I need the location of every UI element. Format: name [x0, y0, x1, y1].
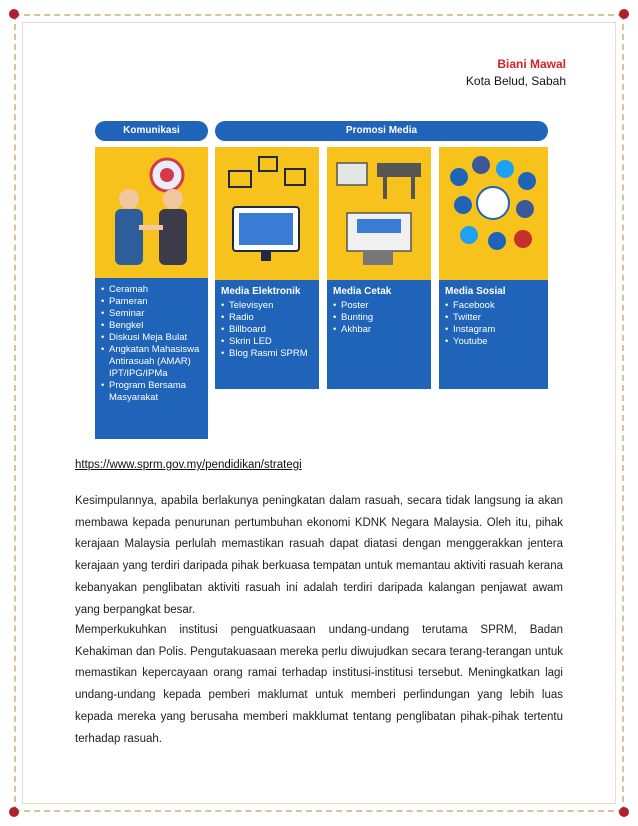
corner-ornament	[619, 807, 629, 817]
column-komunikasi	[95, 147, 208, 439]
social-media-icon	[439, 147, 548, 277]
column-title: Media Cetak	[333, 286, 392, 297]
column-title: Media Sosial	[445, 286, 506, 297]
list-item: • Instagram	[445, 324, 542, 336]
printer-icon	[327, 147, 431, 277]
list-item: • Facebook	[445, 300, 542, 312]
list-item: • Televisyen	[221, 300, 313, 312]
corner-ornament	[9, 807, 19, 817]
list-item: • Twitter	[445, 312, 542, 324]
corner-ornament	[9, 9, 19, 19]
list-item: • Program Bersama Masyarakat	[101, 380, 202, 404]
list-item: • Poster	[333, 300, 425, 312]
header-komunikasi: Komunikasi	[95, 121, 208, 141]
column-media-sosial	[439, 147, 548, 389]
author-name: Biani Mawal	[497, 57, 566, 71]
list-item: • Bunting	[333, 312, 425, 324]
list-item: • Skrin LED	[221, 336, 313, 348]
source-link[interactable]: https://www.sprm.gov.my/pendidikan/strategi	[75, 459, 302, 471]
paragraph-strengthen: Memperkukuhkan institusi penguatkuasaan undang-undang terutama SPRM, Badan Kehakiman dan Polis. Pengutakuasaan mereka perlu diwujudkan secara terang-terangan untuk memastikan kepercayaan orang ramai terhadap institusi-institusi tersebut. Meningkatkan lagi undang-undang kepada pemberi maklumat untuk memberi perlindungan yang lebih luas kepada mereka yang berusaha memberi makklumat tentang penglibatan pihak-pihak tertentu terhadap rasuah.	[75, 624, 563, 745]
list-item: • Blog Rasmi SPRM	[221, 348, 313, 360]
column-elektronik-list	[215, 280, 319, 389]
author-block	[466, 56, 566, 90]
paragraph-conclusion: Kesimpulannya, apabila berlakunya peningkatan dalam rasuah, secara tidak langsung ia akan membawa kepada penurunan pertumbuhan ekonomi KDNK Negara Malaysia. Oleh itu, pihak kerajaan Malaysia perlulah memastikan rasuah dapat diatasi dengan menggerakkan jentera kerajaan yang terdiri daripada pihak berkuasa tempatan untuk memantau aktiviti rasuah kerana kebanyakan penglibatan aktiviti rasuah ini adalah terdiri daripada kalangan penjawat awam yang berpangkat besar.	[75, 495, 563, 616]
list-item: • Youtube	[445, 336, 542, 348]
column-cetak-list	[327, 280, 431, 389]
column-media-elektronik	[215, 147, 319, 389]
list-item: • Diskusi Meja Bulat	[101, 332, 202, 344]
list-item: • Akhbar	[333, 324, 425, 336]
column-media-cetak	[327, 147, 431, 389]
list-item: • Radio	[221, 312, 313, 324]
electronics-icon	[215, 147, 319, 277]
list-item: • Seminar	[101, 308, 202, 320]
corner-ornament	[619, 9, 629, 19]
people-illustration	[95, 147, 208, 275]
column-komunikasi-list	[95, 278, 208, 439]
list-item: • Bengkel	[101, 320, 202, 332]
header-promosi: Promosi Media	[215, 121, 548, 141]
column-sosial-list	[439, 280, 548, 389]
list-item: • Angkatan Mahasiswa Antirasuah (AMAR) IPT/IPG/IPMa	[101, 344, 202, 380]
column-title: Media Elektronik	[221, 286, 301, 297]
list-item: • Pameran	[101, 296, 202, 308]
author-location: Kota Belud, Sabah	[465, 74, 566, 88]
infographic	[95, 121, 548, 439]
list-item: • Billboard	[221, 324, 313, 336]
list-item: • Ceramah	[101, 284, 202, 296]
